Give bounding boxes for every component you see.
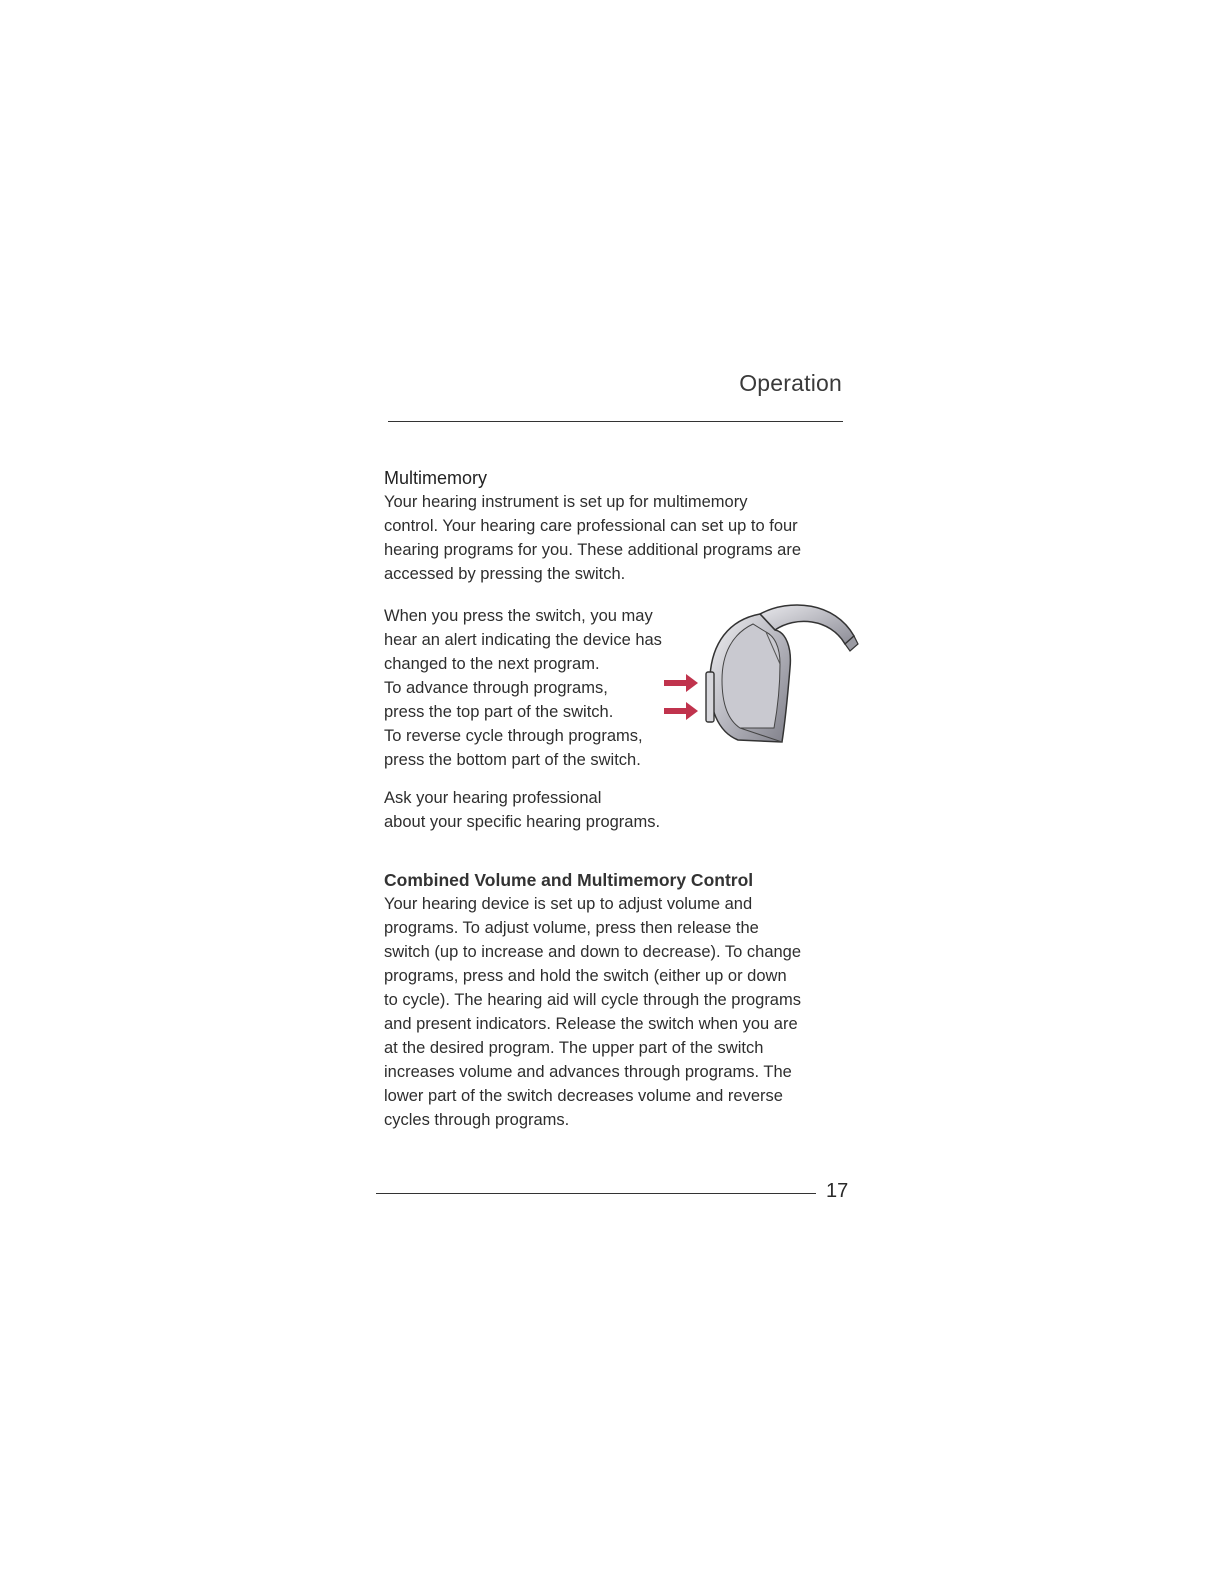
arrow-top-icon [664, 674, 698, 692]
multimemory-heading: Multimemory [384, 468, 488, 488]
rocker-switch [706, 672, 714, 722]
hearing-aid-illustration [640, 596, 870, 756]
combined-control-body: Your hearing device is set up to adjust volume and programs. To adjust volume, press then release the switch (up to increase and down to decrease). To change programs, press and hold the switch (either up or down to cycle). The hearing aid will cycle through the programs and present indicators. Release the switch when you are at the desired program. The upper part of the switch increases volume and advances through programs. The lower part of the switch decreases volume and reverse cycles through programs. [384, 895, 802, 1129]
section-title: Operation [739, 370, 842, 396]
footer-rule [376, 1193, 816, 1194]
header-rule [388, 421, 843, 422]
arrow-bottom-icon [664, 702, 698, 720]
multimemory-intro: Your hearing instrument is set up for multimemory control. Your hearing care professional can set up to four hearing programs for you. These additional programs are accessed by pressing the switch. [384, 493, 802, 583]
combined-control-heading: Combined Volume and Multimemory Control [384, 870, 754, 890]
page-number: 17 [826, 1180, 849, 1202]
switch-instructions: When you press the switch, you may hear an alert indicating the device has changed to the next program. To advance through programs, press the top part of the switch. To reverse cycle through programs, press the bottom part of the switch. [384, 607, 662, 769]
ask-professional-text: Ask your hearing professional about your specific hearing programs. [384, 789, 661, 831]
